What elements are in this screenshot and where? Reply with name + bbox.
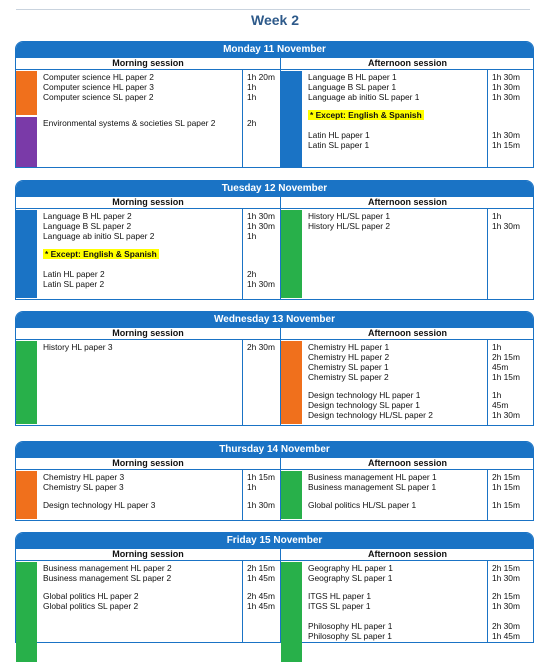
afternoon-session-label: Afternoon session (281, 549, 534, 561)
afternoon-session-label: Afternoon session (281, 458, 534, 470)
exam-duration: 2h 30m (492, 621, 520, 631)
exception-note: * Except: English & Spanish (310, 110, 422, 120)
exam-duration: 2h 15m (492, 352, 520, 362)
exam-name: Latin HL paper 2 (43, 269, 105, 279)
duration-divider (242, 561, 243, 642)
subject-color-bar-green (281, 471, 302, 519)
exam-name: Chemistry SL paper 1 (308, 362, 389, 372)
exam-name: Computer science HL paper 2 (43, 72, 154, 82)
exam-duration: 1h (492, 342, 502, 352)
exam-duration: 1h 15m (492, 372, 520, 382)
exam-duration: 1h (247, 482, 257, 492)
afternoon-session-body (281, 340, 534, 425)
exam-duration: 1h 15m (492, 482, 520, 492)
duration-divider (242, 209, 243, 299)
afternoon-session-label: Afternoon session (281, 58, 534, 70)
morning-session-body (16, 470, 280, 520)
exam-name: ITGS SL paper 1 (308, 601, 371, 611)
exam-name: Latin SL paper 2 (43, 279, 105, 289)
exam-duration: 1h 15m (247, 472, 275, 482)
exam-duration: 2h 30m (247, 342, 275, 352)
duration-divider (487, 70, 488, 167)
exam-duration: 2h 45m (247, 591, 275, 601)
morning-session (16, 549, 280, 642)
morning-session (16, 58, 280, 167)
duration-divider (242, 340, 243, 425)
exam-name: Computer science SL paper 2 (43, 92, 154, 102)
exam-duration: 1h 30m (492, 573, 520, 583)
morning-session (16, 328, 280, 425)
morning-session (16, 197, 280, 299)
day-header: Monday 11 November (16, 42, 533, 58)
exam-name: Design technology HL paper 1 (308, 390, 421, 400)
subject-color-bar-green (16, 341, 37, 424)
exam-duration: 2h 15m (492, 563, 520, 573)
subject-color-bar-blue (281, 71, 302, 167)
exam-duration: 2h (247, 118, 257, 128)
morning-session-label: Morning session (16, 549, 280, 561)
exam-name: History HL/SL paper 2 (308, 221, 391, 231)
exam-duration: 1h (492, 211, 502, 221)
afternoon-session (280, 549, 534, 642)
subject-color-bar-purple (16, 117, 37, 167)
afternoon-session-body (281, 70, 534, 167)
exam-duration: 1h (247, 231, 257, 241)
exam-name: Design technology SL paper 1 (308, 400, 420, 410)
exam-duration: 1h 30m (492, 130, 520, 140)
exam-duration: 1h 30m (247, 279, 275, 289)
exam-name: Chemistry HL paper 3 (43, 472, 125, 482)
exam-name: Chemistry SL paper 2 (308, 372, 389, 382)
exam-name: ITGS HL paper 1 (308, 591, 371, 601)
duration-divider (487, 561, 488, 642)
exam-name: Chemistry HL paper 1 (308, 342, 390, 352)
duration-divider (242, 70, 243, 167)
exam-name: Language B SL paper 2 (43, 221, 132, 231)
exam-name: Global politics HL paper 2 (43, 591, 139, 601)
exam-duration: 1h (247, 92, 257, 102)
exam-duration: 2h 15m (247, 563, 275, 573)
exam-name: Latin SL paper 1 (308, 140, 370, 150)
exam-name: Environmental systems & societies SL paper 2 (43, 118, 216, 128)
exam-duration: 1h (247, 82, 257, 92)
exam-name: Language B HL paper 2 (43, 211, 132, 221)
duration-divider (242, 470, 243, 520)
exam-duration: 1h 15m (492, 140, 520, 150)
afternoon-session (280, 328, 534, 425)
exam-name: Philosophy SL paper 1 (308, 631, 392, 641)
morning-session-label: Morning session (16, 58, 280, 70)
exam-duration: 1h 30m (247, 211, 275, 221)
exam-duration: 2h 15m (492, 472, 520, 482)
morning-session-label: Morning session (16, 458, 280, 470)
day-header: Thursday 14 November (16, 442, 533, 458)
day-header: Friday 15 November (16, 533, 533, 549)
exam-duration: 1h 45m (247, 601, 275, 611)
subject-color-bar-green (16, 562, 37, 662)
duration-divider (487, 470, 488, 520)
exam-name: Business management HL paper 2 (43, 563, 172, 573)
exam-duration: 45m (492, 362, 509, 372)
afternoon-session (280, 58, 534, 167)
duration-divider (487, 340, 488, 425)
subject-color-bar-blue (16, 210, 37, 298)
day-panel-friday-15-november (15, 532, 534, 643)
exam-duration: 1h 30m (247, 500, 275, 510)
exam-duration: 1h 30m (492, 601, 520, 611)
exam-name: Language ab initio SL paper 1 (308, 92, 420, 102)
afternoon-session-label: Afternoon session (281, 197, 534, 209)
afternoon-session-body (281, 561, 534, 642)
subject-color-bar-orange (281, 341, 302, 424)
morning-session-body (16, 209, 280, 299)
afternoon-session-label: Afternoon session (281, 328, 534, 340)
exam-name: History HL paper 3 (43, 342, 113, 352)
subject-color-bar-orange (16, 71, 37, 115)
exam-duration: 1h 30m (492, 410, 520, 420)
subject-color-bar-green (281, 562, 302, 662)
exam-name: Chemistry HL paper 2 (308, 352, 390, 362)
morning-session-body (16, 561, 280, 642)
exam-duration: 2h (247, 269, 257, 279)
morning-session-body (16, 70, 280, 167)
exam-duration: 1h 20m (247, 72, 275, 82)
day-panel-monday-11-november (15, 41, 534, 168)
afternoon-session (280, 458, 534, 520)
exam-name: Business management HL paper 1 (308, 472, 437, 482)
exception-note: * Except: English & Spanish (45, 249, 157, 259)
exam-duration: 1h (492, 390, 502, 400)
exam-duration: 1h 30m (492, 92, 520, 102)
title-rule (16, 9, 530, 10)
exam-duration: 2h 15m (492, 591, 520, 601)
exam-name: Philosophy HL paper 1 (308, 621, 393, 631)
exam-name: Latin HL paper 1 (308, 130, 370, 140)
duration-divider (487, 209, 488, 299)
morning-session-body (16, 340, 280, 425)
afternoon-session-body (281, 470, 534, 520)
exam-name: Language B SL paper 1 (308, 82, 397, 92)
exam-name: Global politics SL paper 2 (43, 601, 139, 611)
afternoon-session-body (281, 209, 534, 299)
subject-color-bar-green (281, 210, 302, 298)
exam-name: Design technology HL/SL paper 2 (308, 410, 433, 420)
exam-name: Language ab initio SL paper 2 (43, 231, 155, 241)
exam-name: Business management SL paper 2 (43, 573, 172, 583)
exam-duration: 1h 45m (492, 631, 520, 641)
day-header: Tuesday 12 November (16, 181, 533, 197)
page-title: Week 2 (251, 12, 299, 28)
exam-duration: 1h 30m (492, 221, 520, 231)
exam-duration: 1h 15m (492, 500, 520, 510)
exam-name: Geography HL paper 1 (308, 563, 393, 573)
day-panel-thursday-14-november (15, 441, 534, 521)
subject-color-bar-orange (16, 471, 37, 519)
morning-session-label: Morning session (16, 197, 280, 209)
day-panel-wednesday-13-november (15, 311, 534, 426)
exam-name: Design technology HL paper 3 (43, 500, 156, 510)
exam-duration: 45m (492, 400, 509, 410)
exam-duration: 1h 45m (247, 573, 275, 583)
exam-name: Business management SL paper 1 (308, 482, 437, 492)
exam-name: Computer science HL paper 3 (43, 82, 154, 92)
exam-name: Geography SL paper 1 (308, 573, 393, 583)
morning-session-label: Morning session (16, 328, 280, 340)
exam-duration: 1h 30m (247, 221, 275, 231)
day-header: Wednesday 13 November (16, 312, 533, 328)
exam-name: Language B HL paper 1 (308, 72, 397, 82)
morning-session (16, 458, 280, 520)
afternoon-session (280, 197, 534, 299)
exam-name: Global politics HL/SL paper 1 (308, 500, 417, 510)
day-panel-tuesday-12-november (15, 180, 534, 300)
exam-duration: 1h 30m (492, 72, 520, 82)
exam-name: Chemistry SL paper 3 (43, 482, 124, 492)
exam-name: History HL/SL paper 1 (308, 211, 391, 221)
exam-duration: 1h 30m (492, 82, 520, 92)
